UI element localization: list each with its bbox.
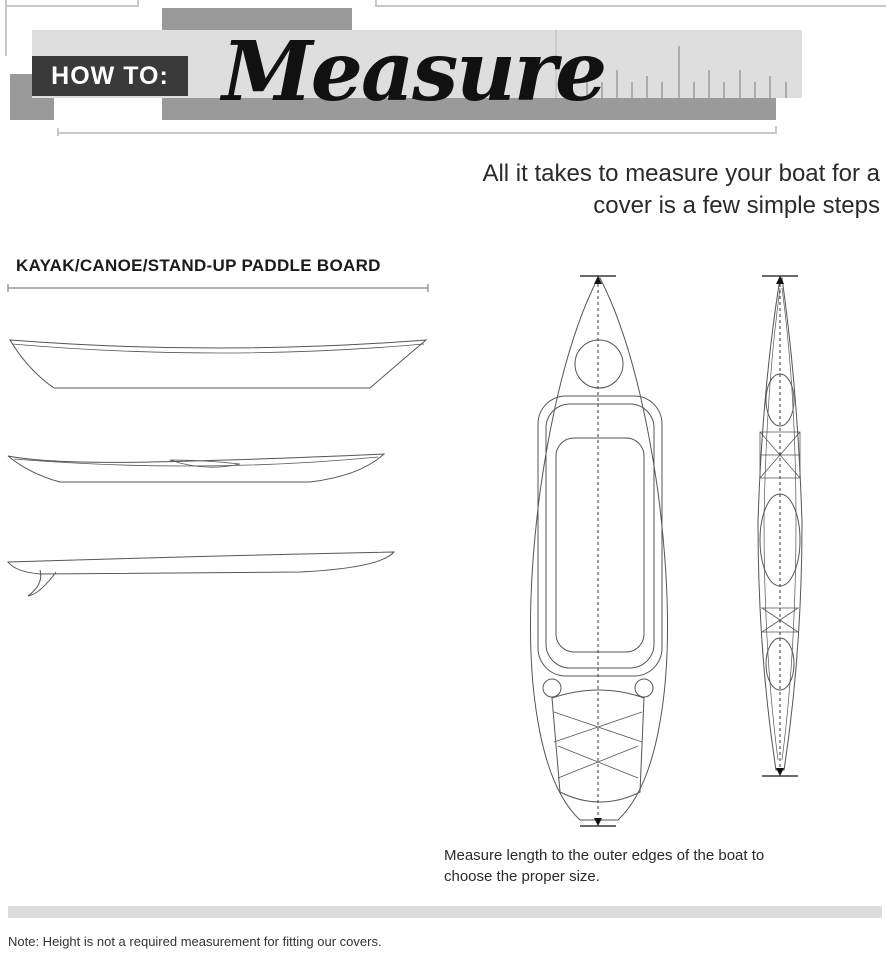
footer-note: Note: Height is not a required measurement for fitting our covers. bbox=[8, 934, 382, 949]
intro-line-2: cover is a few simple steps bbox=[593, 192, 880, 219]
measurement-instruction bbox=[444, 845, 864, 887]
instruction-line-1: Measure length to the outer edges of the boat to bbox=[444, 847, 765, 864]
section-title: KAYAK/CANOE/STAND-UP PADDLE BOARD bbox=[16, 256, 381, 275]
instruction-line-2: choose the proper size. bbox=[444, 868, 600, 885]
intro-text bbox=[420, 158, 880, 222]
kayak-top-view-illustration bbox=[520, 272, 680, 832]
section-title-rule bbox=[0, 282, 440, 294]
kayak-side-illustration bbox=[0, 446, 400, 496]
page-title: Measure bbox=[222, 24, 606, 120]
paddle-board-side-illustration bbox=[0, 544, 400, 604]
canoe-side-illustration bbox=[0, 330, 440, 400]
footer-divider-bar bbox=[8, 906, 882, 918]
how-to-label: HOW TO: bbox=[51, 61, 169, 90]
sea-kayak-top-view-illustration bbox=[752, 272, 812, 782]
intro-line-1: All it takes to measure your boat for a bbox=[482, 160, 880, 187]
